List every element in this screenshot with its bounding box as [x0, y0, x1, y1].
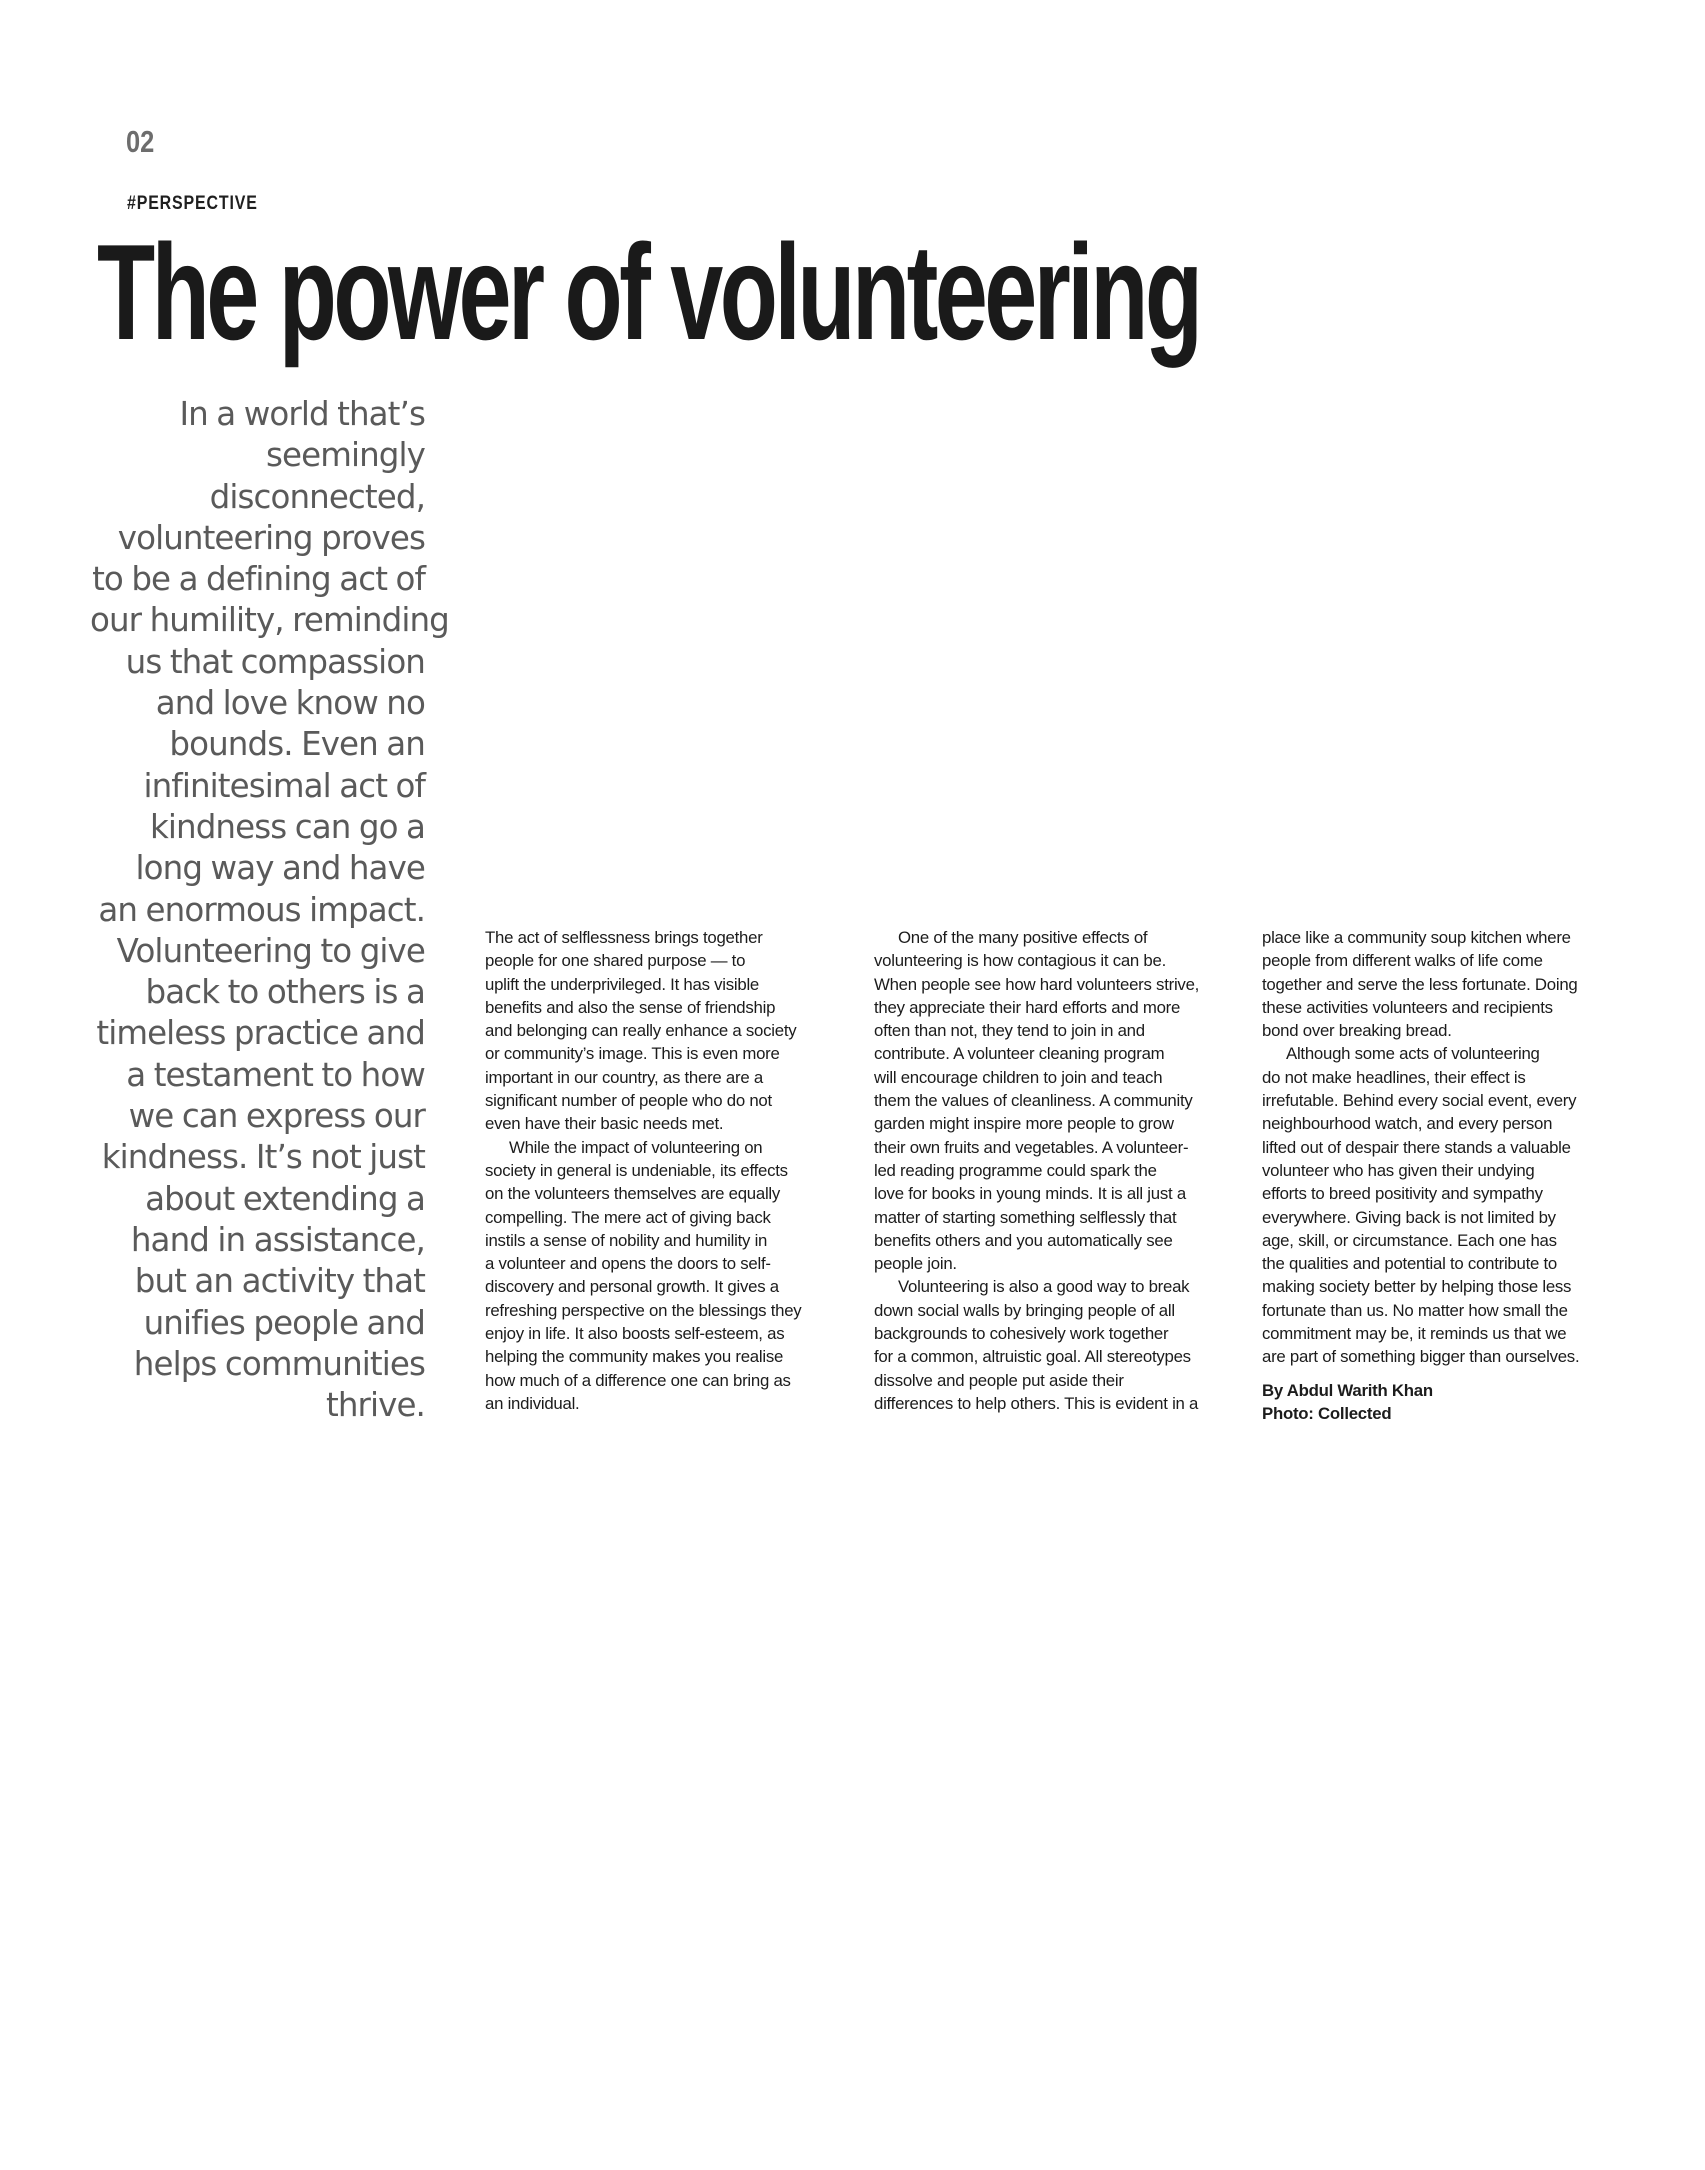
body-line: the qualities and potential to contribute to — [1262, 1254, 1558, 1274]
pull-quote-line: helps communities — [133, 1344, 425, 1383]
body-line: lifted out of despair there stands a valuable — [1262, 1137, 1571, 1157]
pull-quote-line: unifies people and — [143, 1303, 425, 1342]
body-line: these activities volunteers and recipients — [1262, 997, 1553, 1017]
pull-quote-line: thrive. — [326, 1386, 425, 1425]
body-line: will encourage children to join and teach — [874, 1067, 1163, 1087]
body-line: significant number of people who do not — [485, 1091, 772, 1111]
body-line: One of the many positive effects of — [898, 928, 1148, 947]
body-line: instils a sense of nobility and humility in — [485, 1230, 768, 1250]
body-line: Although some acts of volunteering — [1286, 1044, 1540, 1064]
section-tag: #PERSPECTIVE — [127, 193, 258, 214]
body-line: volunteering is how contagious it can be. — [874, 951, 1167, 971]
body-line: love for books in young minds. It is all just a — [874, 1184, 1186, 1204]
pull-quote — [90, 394, 449, 1426]
body-line: for a common, altruistic goal. All stereotypes — [874, 1347, 1191, 1367]
pull-quote-line: long way and have — [135, 849, 425, 888]
body-line: together and serve the less fortunate. Doing — [1262, 974, 1578, 994]
byline-block — [1262, 1379, 1622, 1426]
pull-quote-line: seemingly — [265, 436, 425, 475]
pull-quote-line: timeless practice and — [96, 1014, 425, 1053]
body-line: irrefutable. Behind every social event, every — [1262, 1091, 1577, 1111]
body-line: are part of something bigger than ourselves. — [1262, 1347, 1580, 1367]
body-line: garden might inspire more people to grow — [874, 1114, 1174, 1134]
author-byline: By Abdul Warith Khan — [1262, 1380, 1433, 1400]
pull-quote-line: bounds. Even an — [169, 725, 425, 764]
body-line: even have their basic needs met. — [485, 1114, 724, 1134]
pull-quote-line: our humility, reminding — [90, 601, 449, 640]
pull-quote-line: volunteering proves — [117, 518, 425, 557]
body-line: contribute. A volunteer cleaning program — [874, 1044, 1165, 1064]
body-line: do not make headlines, their effect is — [1262, 1067, 1526, 1087]
body-line: While the impact of volunteering on — [509, 1137, 763, 1157]
body-line: making society better by helping those less — [1262, 1277, 1572, 1297]
body-line: down social walls by bringing people of all — [874, 1300, 1175, 1320]
body-line: matter of starting something selflessly that — [874, 1207, 1177, 1227]
body-line: fortunate than us. No matter how small the — [1262, 1300, 1568, 1320]
body-line: they appreciate their hard efforts and more — [874, 997, 1181, 1017]
body-line: bond over breaking bread. — [1262, 1021, 1452, 1041]
body-line: Volunteering is also a good way to break — [898, 1277, 1190, 1297]
body-column-2 — [874, 926, 1234, 1415]
pull-quote-line: hand in assistance, — [130, 1220, 425, 1259]
body-line: efforts to breed positivity and sympathy — [1262, 1184, 1543, 1204]
body-line: people join. — [874, 1254, 957, 1274]
body-line: how much of a difference one can bring as — [485, 1370, 791, 1390]
body-line: compelling. The mere act of giving back — [485, 1207, 771, 1227]
pull-quote-line: infinitesimal act of — [143, 766, 425, 805]
pull-quote-line: but an activity that — [134, 1262, 425, 1301]
body-line: on the volunteers themselves are equally — [485, 1184, 781, 1204]
body-line: refreshing perspective on the blessings they — [485, 1300, 802, 1320]
pull-quote-line: about extending a — [145, 1179, 425, 1218]
body-line: neighbourhood watch, and every person — [1262, 1114, 1553, 1134]
body-line: benefits others and you automatically see — [874, 1230, 1173, 1250]
body-line: place like a community soup kitchen where — [1262, 928, 1571, 947]
body-line: or community’s image. This is even more — [485, 1044, 780, 1064]
body-line: often than not, they tend to join in and — [874, 1021, 1145, 1041]
body-line: important in our country, as there are a — [485, 1067, 763, 1087]
body-line: benefits and also the sense of friendship — [485, 997, 776, 1017]
body-line: The act of selflessness brings together — [485, 928, 763, 947]
pull-quote-line: disconnected, — [209, 477, 425, 516]
page-number: 02 — [126, 124, 155, 159]
body-line: age, skill, or circumstance. Each one has — [1262, 1230, 1557, 1250]
body-line: enjoy in life. It also boosts self-esteem, as — [485, 1324, 785, 1344]
body-line: volunteer who has given their undying — [1262, 1160, 1535, 1180]
body-line: dissolve and people put aside their — [874, 1370, 1124, 1390]
body-line: an individual. — [485, 1393, 580, 1413]
body-line: and belonging can really enhance a society — [485, 1021, 797, 1041]
photo-credit: Photo: Collected — [1262, 1403, 1392, 1423]
body-line: discovery and personal growth. It gives a — [485, 1277, 779, 1297]
body-column-1 — [485, 926, 845, 1415]
article-headline: The power of volunteering — [97, 216, 1200, 368]
body-line: uplift the underprivileged. It has visible — [485, 974, 760, 994]
body-line: them the values of cleanliness. A community — [874, 1091, 1193, 1111]
pull-quote-line: to be a defining act of — [92, 560, 425, 599]
body-line: led reading programme could spark the — [874, 1160, 1157, 1180]
pull-quote-line: Volunteering to give — [116, 931, 425, 970]
pull-quote-line: and love know no — [155, 684, 425, 723]
body-column-3 — [1262, 926, 1622, 1425]
pull-quote-line: us that compassion — [125, 642, 425, 681]
body-line: helping the community makes you realise — [485, 1347, 784, 1367]
pull-quote-line: In a world that’s — [179, 395, 425, 433]
body-line: people for one shared purpose — to — [485, 951, 746, 971]
pull-quote-line: an enormous impact. — [98, 890, 425, 929]
pull-quote-line: back to others is a — [145, 973, 425, 1012]
body-line: society in general is undeniable, its effects — [485, 1160, 788, 1180]
body-line: differences to help others. This is evident in a — [874, 1393, 1199, 1413]
body-line: people from different walks of life come — [1262, 951, 1543, 971]
pull-quote-line: a testament to how — [126, 1055, 425, 1094]
body-line: commitment may be, it reminds us that we — [1262, 1324, 1567, 1344]
pull-quote-line: we can express our — [128, 1097, 425, 1136]
body-line: everywhere. Giving back is not limited by — [1262, 1207, 1556, 1227]
body-line: their own fruits and vegetables. A volunteer- — [874, 1137, 1189, 1157]
pull-quote-line: kindness can go a — [149, 807, 425, 846]
body-line: a volunteer and opens the doors to self- — [485, 1254, 771, 1274]
body-line: backgrounds to cohesively work together — [874, 1324, 1169, 1344]
pull-quote-line: kindness. It’s not just — [101, 1138, 425, 1177]
body-line: When people see how hard volunteers strive, — [874, 974, 1200, 994]
